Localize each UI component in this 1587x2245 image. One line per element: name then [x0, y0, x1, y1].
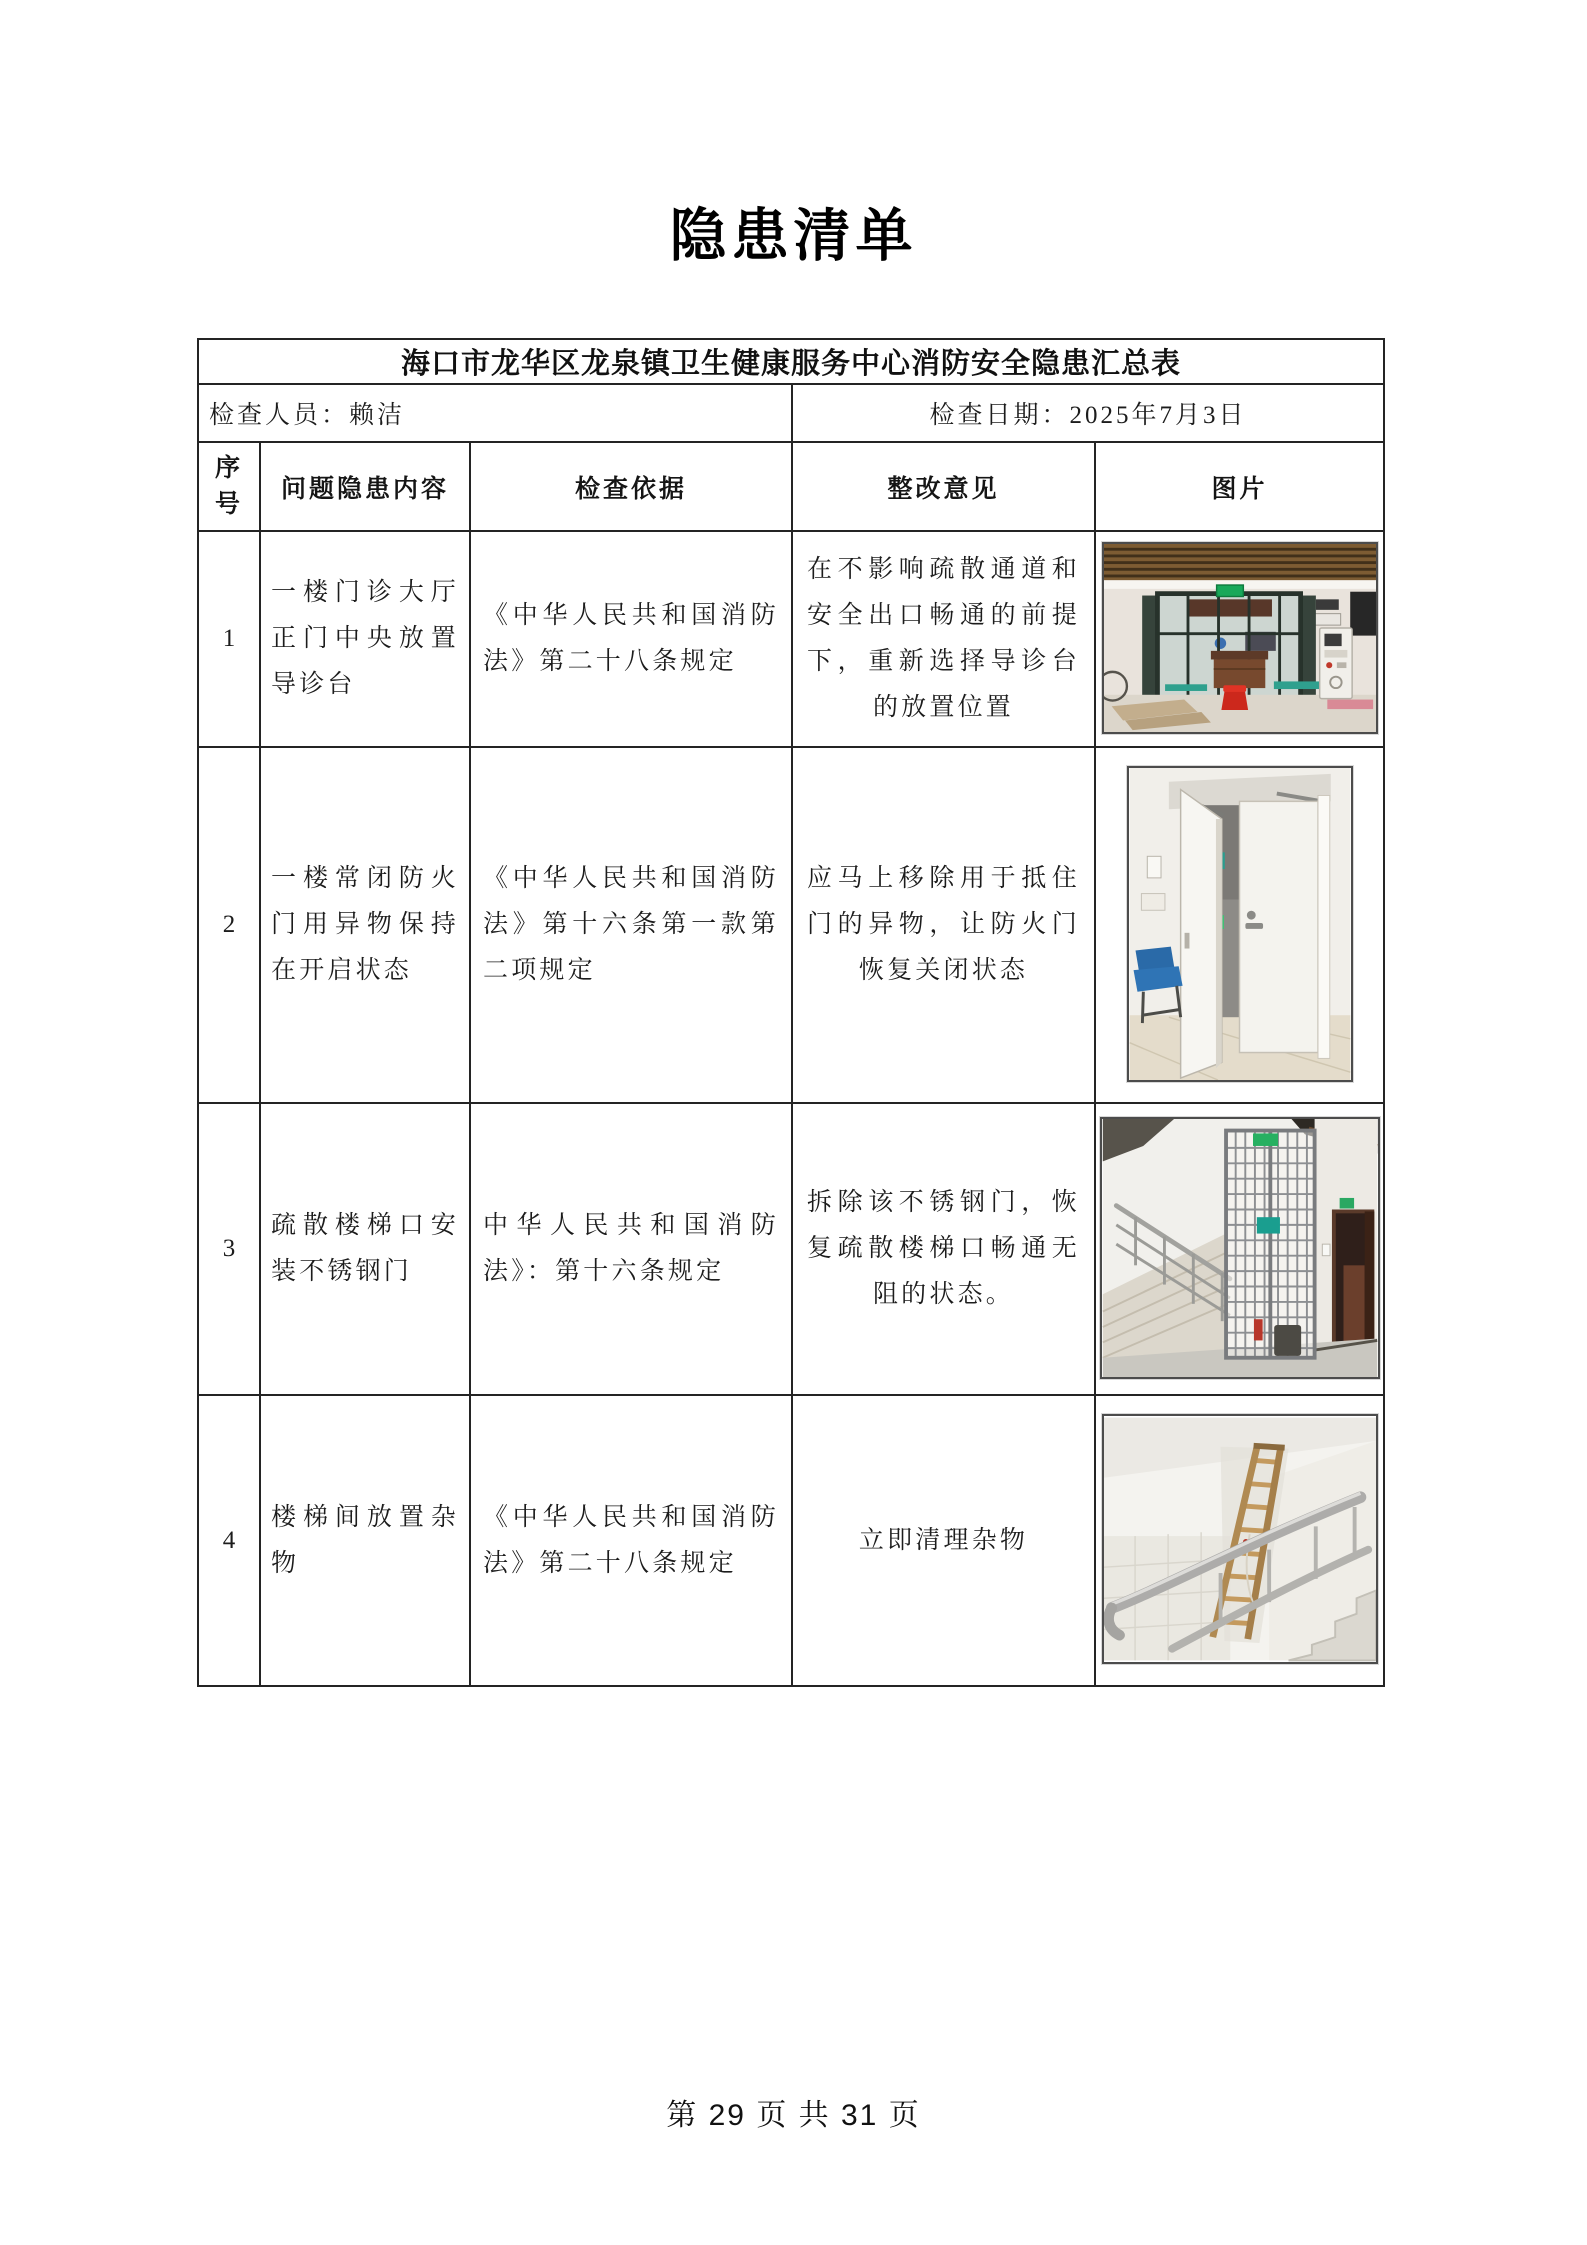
column-header-suggestion: 整改意见 — [792, 442, 1095, 531]
table-title: 海口市龙华区龙泉镇卫生健康服务中心消防安全隐患汇总表 — [198, 339, 1384, 384]
table-title-row — [198, 339, 1384, 384]
inspection-date-field: 检查日期：2025年7月3日 — [792, 384, 1384, 442]
column-header-no: 序号 — [198, 442, 260, 531]
issue-cell: 楼梯间放置杂物 — [260, 1395, 470, 1686]
table-row — [198, 1395, 1384, 1686]
page-title: 隐患清单 — [669, 204, 918, 268]
table-header-row — [198, 442, 1384, 531]
basis-cell: 《中华人民共和国消防法》第二十八条规定 — [470, 1395, 792, 1686]
photo-fire-door-propped-open — [1127, 766, 1353, 1082]
photo-lobby-entrance — [1102, 542, 1378, 734]
issue-cell: 一楼常闭防火门用异物保持在开启状态 — [260, 747, 470, 1103]
inspector-field: 检查人员：赖洁 — [198, 384, 792, 442]
issue-cell: 疏散楼梯口安装不锈钢门 — [260, 1103, 470, 1395]
suggestion-cell: 拆除该不锈钢门，恢复疏散楼梯口畅通无阻的状态。 — [792, 1103, 1095, 1395]
row-number: 1 — [198, 531, 260, 747]
column-header-photo: 图片 — [1095, 442, 1384, 531]
issue-cell: 一楼门诊大厅正门中央放置导诊台 — [260, 531, 470, 747]
basis-cell: 《中华人民共和国消防法》第十六条第一款第二项规定 — [470, 747, 792, 1103]
row-number: 2 — [198, 747, 260, 1103]
table-row — [198, 531, 1384, 747]
photo-stairwell-steel-grille — [1100, 1117, 1380, 1379]
photo-cell — [1095, 531, 1384, 747]
column-header-basis: 检查依据 — [470, 442, 792, 531]
table-row — [198, 1103, 1384, 1395]
photo-cell — [1095, 1395, 1384, 1686]
basis-cell: 中华人民共和国消防法》：第十六条规定 — [470, 1103, 792, 1395]
basis-cell: 《中华人民共和国消防法》第二十八条规定 — [470, 531, 792, 747]
row-number: 4 — [198, 1395, 260, 1686]
photo-ladder-in-stairwell — [1102, 1414, 1378, 1664]
row-number: 3 — [198, 1103, 260, 1395]
photo-cell — [1095, 1103, 1384, 1395]
suggestion-cell: 立即清理杂物 — [792, 1395, 1095, 1686]
hazard-summary-table — [197, 338, 1385, 1687]
table-meta-row — [198, 384, 1384, 442]
page-number: 第 29 页 共 31 页 — [666, 2099, 921, 2132]
suggestion-cell: 应马上移除用于抵住门的异物，让防火门恢复关闭状态 — [792, 747, 1095, 1103]
column-header-issue: 问题隐患内容 — [260, 442, 470, 531]
photo-cell — [1095, 747, 1384, 1103]
table-row — [198, 747, 1384, 1103]
suggestion-cell: 在不影响疏散通道和安全出口畅通的前提下，重新选择导诊台的放置位置 — [792, 531, 1095, 747]
